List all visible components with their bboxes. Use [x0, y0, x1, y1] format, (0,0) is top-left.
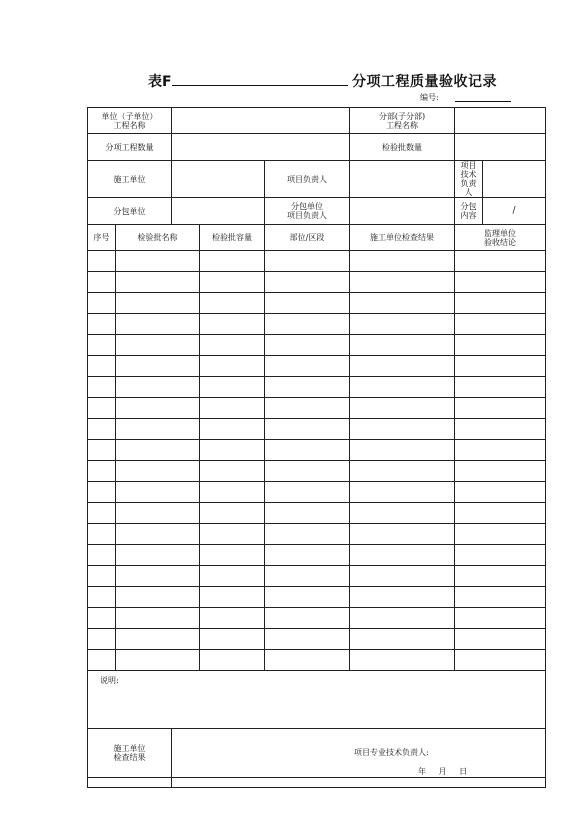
- table-row: [88, 482, 546, 503]
- cell-seq[interactable]: [88, 545, 116, 566]
- cell-check-result[interactable]: [350, 524, 455, 545]
- notes-row: [88, 671, 546, 729]
- table-row: [88, 650, 546, 671]
- cell-seq[interactable]: [88, 314, 116, 335]
- cell-check-result[interactable]: [350, 293, 455, 314]
- batch-qty-value[interactable]: [455, 134, 546, 161]
- col-header-seq: 序号: [88, 225, 116, 251]
- cell-check-result[interactable]: [350, 272, 455, 293]
- table-row: [88, 503, 546, 524]
- cell-seq[interactable]: [88, 650, 116, 671]
- cell-batch-capacity[interactable]: [200, 398, 265, 419]
- cell-batch-capacity[interactable]: [200, 608, 265, 629]
- cell-batch-capacity[interactable]: [200, 377, 265, 398]
- info-row-subcontractor: [88, 198, 546, 225]
- cell-batch-name[interactable]: [116, 377, 200, 398]
- cell-location[interactable]: [265, 293, 350, 314]
- serial-label: 编号:: [420, 93, 439, 102]
- cell-check-result[interactable]: [350, 398, 455, 419]
- cell-seq[interactable]: [88, 461, 116, 482]
- table-row: [88, 251, 546, 272]
- cell-batch-name[interactable]: [116, 503, 200, 524]
- cell-location[interactable]: [265, 524, 350, 545]
- cell-batch-capacity[interactable]: [200, 440, 265, 461]
- table-row: [88, 314, 546, 335]
- cell-batch-capacity[interactable]: [200, 629, 265, 650]
- cell-location[interactable]: [265, 587, 350, 608]
- cell-location[interactable]: [265, 251, 350, 272]
- cell-check-result[interactable]: [350, 440, 455, 461]
- cell-supervisor[interactable]: [455, 650, 546, 671]
- cell-batch-capacity[interactable]: [200, 482, 265, 503]
- cell-seq[interactable]: [88, 503, 116, 524]
- cell-seq[interactable]: [88, 524, 116, 545]
- cell-location[interactable]: [265, 629, 350, 650]
- contractor-inspection-row: [88, 729, 546, 778]
- col-header-check-result: 施工单位检查结果: [350, 225, 455, 251]
- table-row: [88, 608, 546, 629]
- cell-seq[interactable]: [88, 440, 116, 461]
- notes-cell[interactable]: [88, 671, 546, 729]
- contractor-label: 施工单位: [88, 161, 172, 198]
- cell-location[interactable]: [265, 545, 350, 566]
- tech-lead-value[interactable]: [483, 161, 546, 198]
- data-rows: [88, 251, 546, 671]
- sub-pm-value[interactable]: [350, 198, 455, 225]
- item-qty-value[interactable]: [172, 134, 350, 161]
- cell-batch-name[interactable]: [116, 587, 200, 608]
- cell-batch-name[interactable]: [116, 335, 200, 356]
- cell-location[interactable]: [265, 608, 350, 629]
- subcontractor-value[interactable]: [172, 198, 265, 225]
- cell-location[interactable]: [265, 335, 350, 356]
- cell-supervisor[interactable]: [455, 524, 546, 545]
- cell-batch-name[interactable]: [116, 608, 200, 629]
- cell-supervisor[interactable]: [455, 587, 546, 608]
- cell-batch-capacity[interactable]: [200, 251, 265, 272]
- info-row-contractor: [88, 161, 546, 198]
- cell-location[interactable]: [265, 482, 350, 503]
- cell-supervisor[interactable]: [455, 566, 546, 587]
- item-qty-label: 分项工程数量: [88, 134, 172, 161]
- cell-batch-name[interactable]: [116, 272, 200, 293]
- cell-supervisor[interactable]: [455, 272, 546, 293]
- cell-location[interactable]: [265, 272, 350, 293]
- cell-seq[interactable]: [88, 587, 116, 608]
- cell-seq[interactable]: [88, 629, 116, 650]
- cell-check-result[interactable]: [350, 503, 455, 524]
- cell-supervisor[interactable]: [455, 377, 546, 398]
- cell-batch-name[interactable]: [116, 440, 200, 461]
- cell-check-result[interactable]: [350, 629, 455, 650]
- cell-location[interactable]: [265, 440, 350, 461]
- cell-batch-capacity[interactable]: [200, 461, 265, 482]
- column-header-row: [88, 225, 546, 251]
- cell-supervisor[interactable]: [455, 629, 546, 650]
- cell-supervisor[interactable]: [455, 608, 546, 629]
- cell-location[interactable]: [265, 650, 350, 671]
- acceptance-form-table: [87, 107, 546, 788]
- cell-batch-capacity[interactable]: [200, 650, 265, 671]
- cell-check-result[interactable]: [350, 587, 455, 608]
- cell-supervisor[interactable]: [455, 545, 546, 566]
- table-row: [88, 356, 546, 377]
- cell-batch-name[interactable]: [116, 650, 200, 671]
- cell-check-result[interactable]: [350, 461, 455, 482]
- cell-seq[interactable]: [88, 272, 116, 293]
- sub-content-value[interactable]: /: [483, 198, 546, 225]
- cell-supervisor[interactable]: [455, 251, 546, 272]
- cell-location[interactable]: [265, 566, 350, 587]
- cell-batch-name[interactable]: [116, 566, 200, 587]
- cell-supervisor[interactable]: [455, 335, 546, 356]
- cell-check-result[interactable]: [350, 608, 455, 629]
- cell-check-result[interactable]: [350, 482, 455, 503]
- sign-date: 年 月 日: [418, 766, 468, 776]
- cell-supervisor[interactable]: [455, 482, 546, 503]
- col-header-batch-capacity: 检验批容量: [200, 225, 265, 251]
- cell-check-result[interactable]: [350, 566, 455, 587]
- table-row: [88, 587, 546, 608]
- sub-pm-label: 分包单位 项目负责人: [265, 198, 350, 225]
- cell-batch-name[interactable]: [116, 314, 200, 335]
- cell-supervisor[interactable]: [455, 398, 546, 419]
- table-row: [88, 335, 546, 356]
- cell-location[interactable]: [265, 377, 350, 398]
- cell-seq[interactable]: [88, 251, 116, 272]
- cell-location[interactable]: [265, 419, 350, 440]
- cell-batch-name[interactable]: [116, 461, 200, 482]
- cell-batch-capacity[interactable]: [200, 314, 265, 335]
- table-row: [88, 398, 546, 419]
- cell-seq[interactable]: [88, 335, 116, 356]
- cell-check-result[interactable]: [350, 419, 455, 440]
- contractor-value[interactable]: [172, 161, 265, 198]
- cell-batch-capacity[interactable]: [200, 545, 265, 566]
- notes-label: 说明:: [100, 676, 119, 685]
- table-row: [88, 377, 546, 398]
- cell-batch-capacity[interactable]: [200, 566, 265, 587]
- cell-seq[interactable]: [88, 377, 116, 398]
- cell-check-result[interactable]: [350, 545, 455, 566]
- cell-check-result[interactable]: [350, 377, 455, 398]
- trailing-row: [88, 778, 546, 788]
- table-row: [88, 461, 546, 482]
- cell-batch-capacity[interactable]: [200, 272, 265, 293]
- col-header-location: 部位/区段: [265, 225, 350, 251]
- form-title: [0, 69, 588, 91]
- cell-check-result[interactable]: [350, 251, 455, 272]
- inspection-result-label: 施工单位 检查结果: [88, 729, 172, 778]
- cell-seq[interactable]: [88, 293, 116, 314]
- cell-supervisor[interactable]: [455, 503, 546, 524]
- cell-batch-capacity[interactable]: [200, 356, 265, 377]
- serial-number-field[interactable]: [455, 101, 511, 102]
- cell-seq[interactable]: [88, 482, 116, 503]
- table-row: [88, 629, 546, 650]
- division-project-value[interactable]: [455, 108, 546, 134]
- unit-project-label: 单位（子单位） 工程名称: [88, 108, 172, 134]
- cell-batch-name[interactable]: [116, 629, 200, 650]
- cell-supervisor[interactable]: [455, 293, 546, 314]
- info-row-project: [88, 108, 546, 134]
- project-name-blank[interactable]: [172, 85, 348, 86]
- info-row-quantity: [88, 134, 546, 161]
- pm-label: 项目负责人: [265, 161, 350, 198]
- cell-seq[interactable]: [88, 566, 116, 587]
- cell-check-result[interactable]: [350, 314, 455, 335]
- cell-supervisor[interactable]: [455, 314, 546, 335]
- trailing-value-cell[interactable]: [172, 778, 546, 788]
- cell-batch-name[interactable]: [116, 293, 200, 314]
- form-title-prefix: 表F: [148, 74, 172, 90]
- table-row: [88, 272, 546, 293]
- col-header-batch-name: 检验批名称: [116, 225, 200, 251]
- cell-batch-name[interactable]: [116, 545, 200, 566]
- cell-location[interactable]: [265, 356, 350, 377]
- tech-lead-label: 项目技术 负责人: [455, 161, 483, 198]
- cell-supervisor[interactable]: [455, 419, 546, 440]
- cell-location[interactable]: [265, 503, 350, 524]
- cell-check-result[interactable]: [350, 356, 455, 377]
- table-row: [88, 293, 546, 314]
- cell-batch-name[interactable]: [116, 398, 200, 419]
- cell-batch-name[interactable]: [116, 419, 200, 440]
- serial-number: [420, 92, 439, 103]
- sub-content-label: 分包内容: [455, 198, 483, 225]
- cell-batch-capacity[interactable]: [200, 587, 265, 608]
- batch-qty-label: 检验批数量: [350, 134, 455, 161]
- table-row: [88, 440, 546, 461]
- cell-batch-name[interactable]: [116, 482, 200, 503]
- cell-check-result[interactable]: [350, 335, 455, 356]
- cell-location[interactable]: [265, 314, 350, 335]
- inspection-result-cell[interactable]: [172, 729, 546, 778]
- cell-batch-capacity[interactable]: [200, 524, 265, 545]
- cell-batch-name[interactable]: [116, 356, 200, 377]
- cell-batch-name[interactable]: [116, 251, 200, 272]
- cell-batch-capacity[interactable]: [200, 503, 265, 524]
- cell-location[interactable]: [265, 398, 350, 419]
- cell-supervisor[interactable]: [455, 356, 546, 377]
- cell-supervisor[interactable]: [455, 440, 546, 461]
- cell-seq[interactable]: [88, 419, 116, 440]
- cell-batch-capacity[interactable]: [200, 335, 265, 356]
- table-row: [88, 524, 546, 545]
- cell-batch-capacity[interactable]: [200, 419, 265, 440]
- cell-location[interactable]: [265, 461, 350, 482]
- table-row: [88, 419, 546, 440]
- table-row: [88, 545, 546, 566]
- unit-project-value[interactable]: [172, 108, 350, 134]
- cell-seq[interactable]: [88, 398, 116, 419]
- signer-label: 项目专业技术负责人:: [354, 747, 429, 757]
- col-header-supervisor: 监理单位 验收结论: [455, 225, 546, 251]
- cell-batch-name[interactable]: [116, 524, 200, 545]
- trailing-label-cell: [88, 778, 172, 788]
- cell-seq[interactable]: [88, 356, 116, 377]
- cell-seq[interactable]: [88, 608, 116, 629]
- cell-batch-capacity[interactable]: [200, 293, 265, 314]
- pm-value[interactable]: [350, 161, 455, 198]
- cell-check-result[interactable]: [350, 650, 455, 671]
- subcontractor-label: 分包单位: [88, 198, 172, 225]
- table-row: [88, 566, 546, 587]
- division-project-label: 分部(子分部) 工程名称: [350, 108, 455, 134]
- form-title-main: 分项工程质量验收记录: [352, 74, 497, 90]
- cell-supervisor[interactable]: [455, 461, 546, 482]
